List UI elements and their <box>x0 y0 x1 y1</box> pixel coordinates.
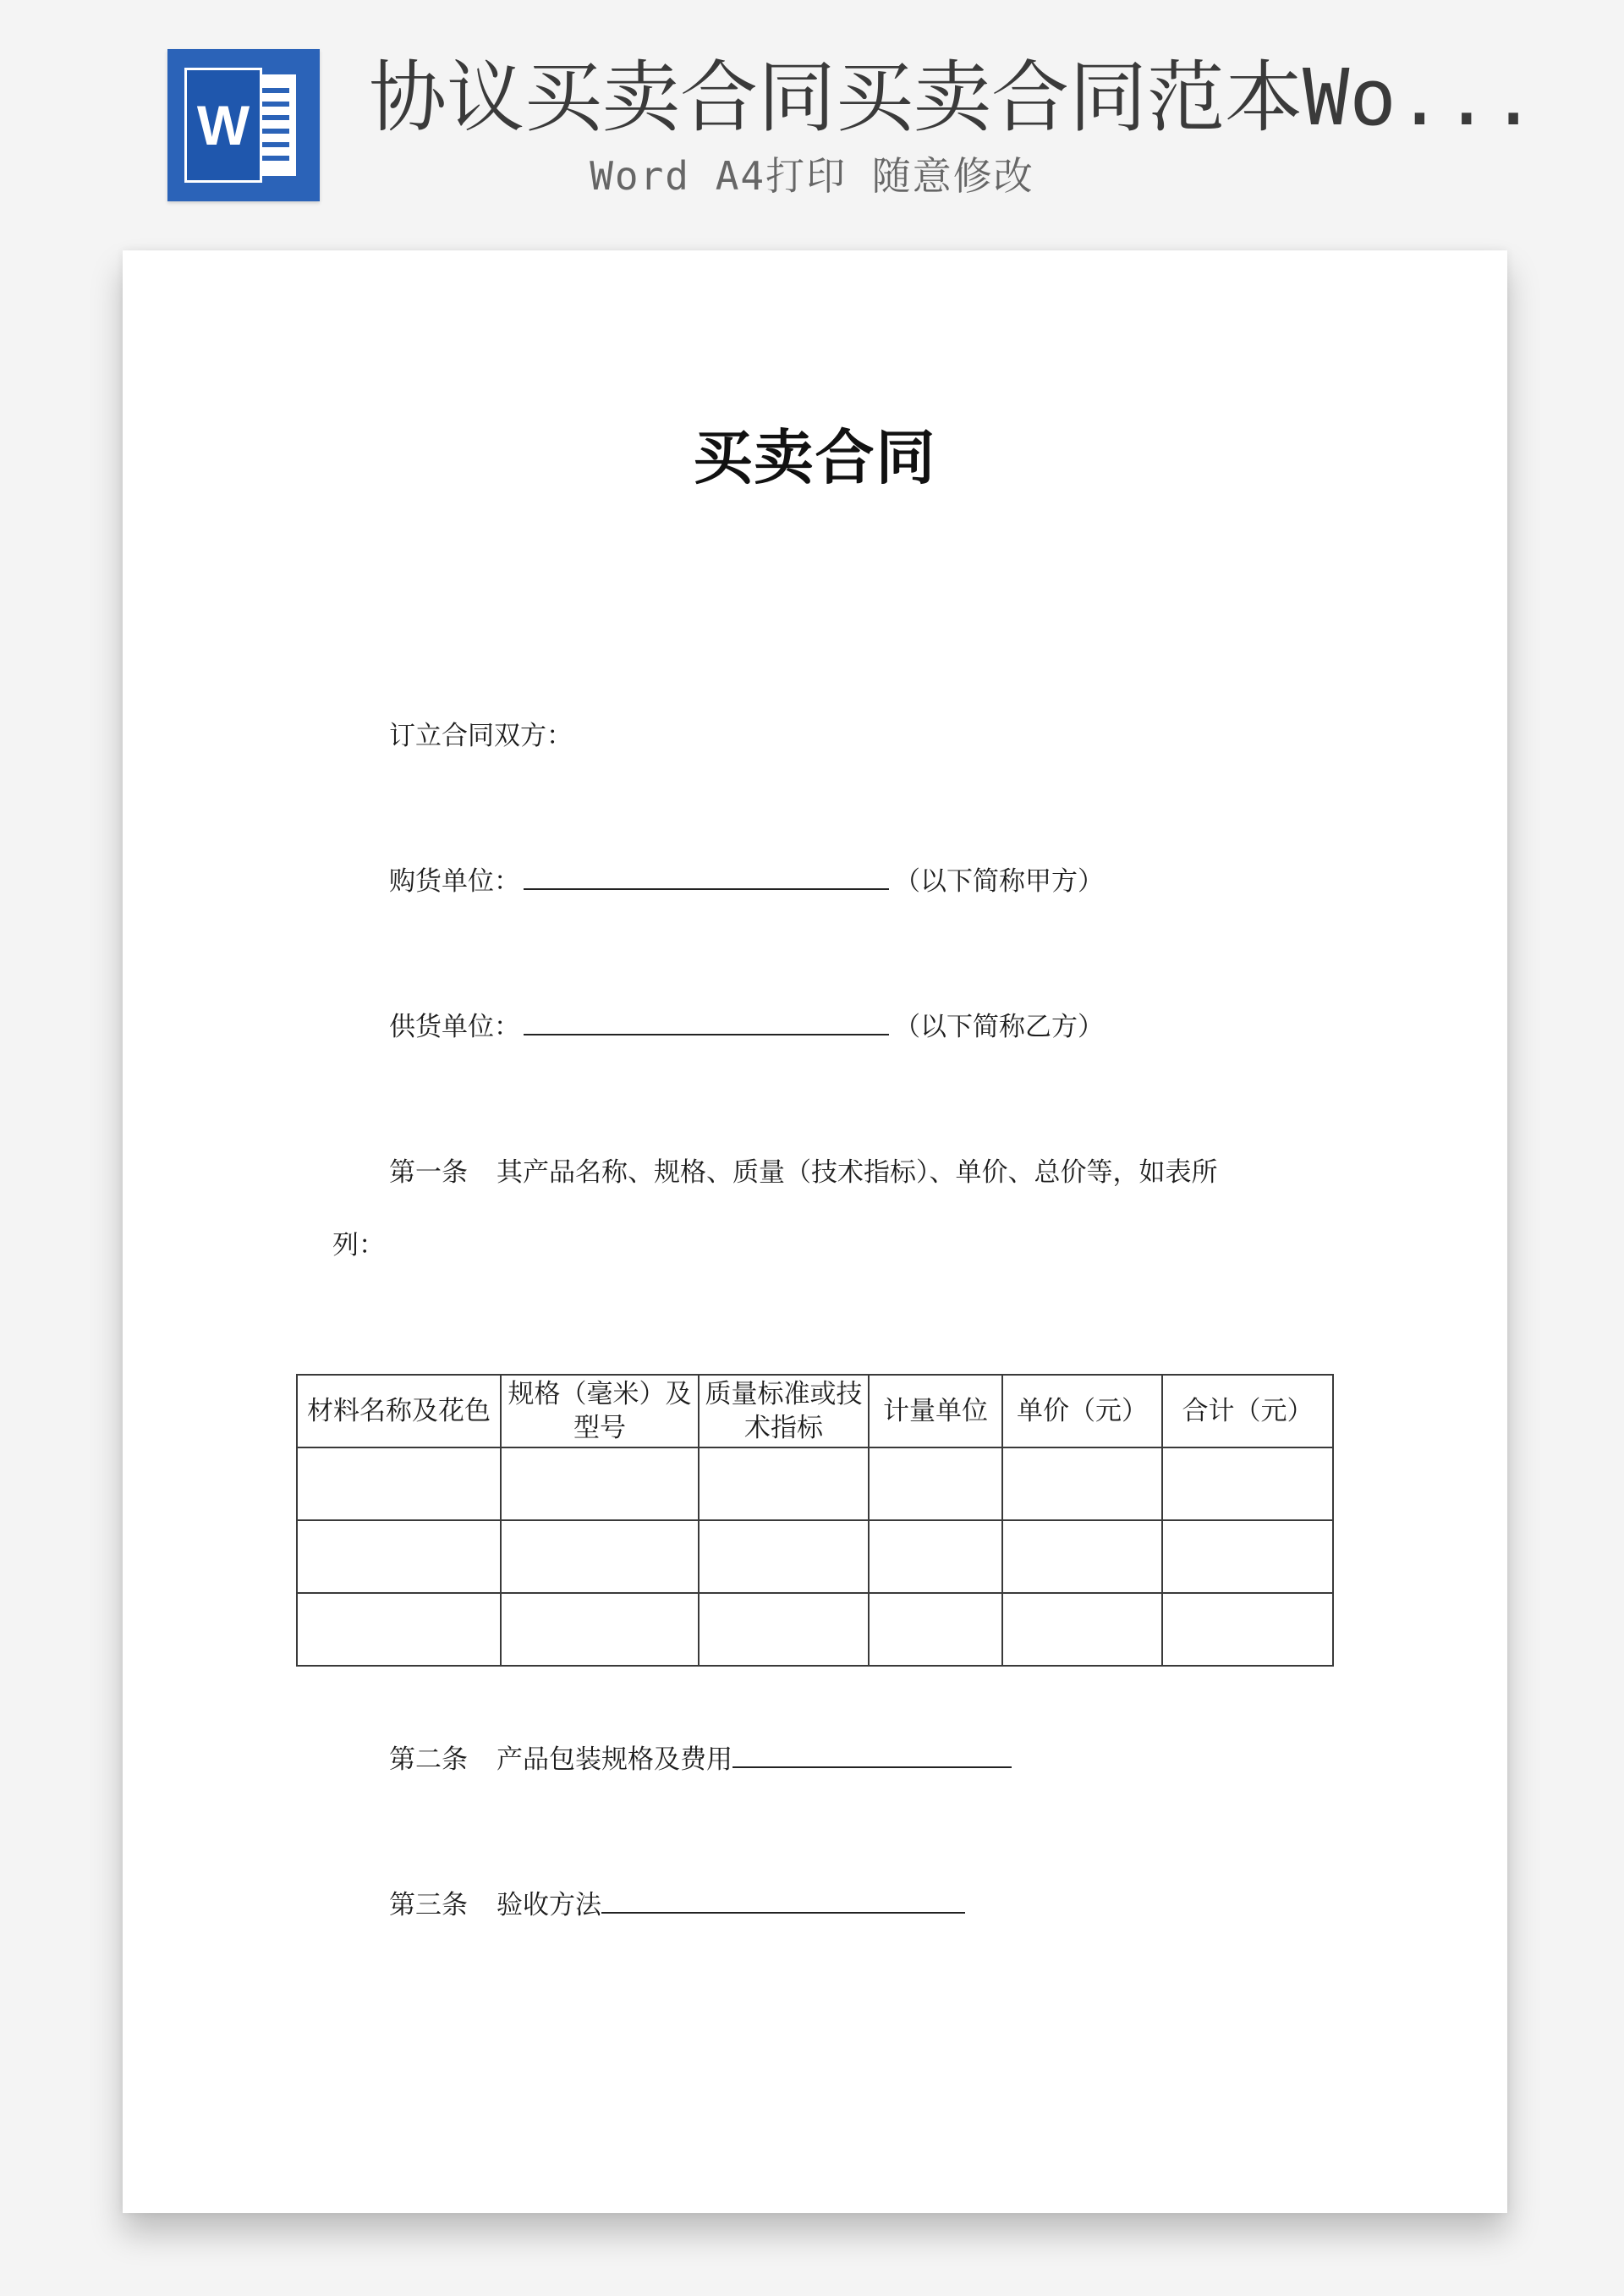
article-1 <box>389 1154 1218 1191</box>
table-header-unit: 计量单位 <box>869 1375 1002 1447</box>
table-cell[interactable] <box>1002 1593 1162 1666</box>
table-cell[interactable] <box>1162 1520 1333 1593</box>
article-1-number: 第一条 <box>389 1157 468 1188</box>
goods-table <box>296 1374 1334 1667</box>
table-cell[interactable] <box>1162 1447 1333 1520</box>
article-3 <box>389 1887 970 1924</box>
article-3-number: 第三条 <box>389 1890 468 1920</box>
table-cell[interactable] <box>501 1520 699 1593</box>
table-header-material: 材料名称及花色 <box>297 1375 501 1447</box>
buyer-note: （以下简称甲方） <box>894 866 1104 897</box>
document-page <box>123 250 1507 2213</box>
table-row <box>297 1520 1333 1593</box>
buyer-label: 购货单位： <box>389 866 520 897</box>
header-banner <box>0 0 1624 228</box>
article-1-text: 其产品名称、规格、质量（技术指标）、单价、总价等，如表所 <box>497 1157 1218 1188</box>
table-header-total: 合计（元） <box>1162 1375 1333 1447</box>
seller-note: （以下简称乙方） <box>894 1012 1104 1042</box>
table-cell[interactable] <box>501 1447 699 1520</box>
table-cell[interactable] <box>297 1520 501 1593</box>
buyer-line <box>389 863 1104 900</box>
table-row <box>297 1593 1333 1666</box>
table-cell[interactable] <box>297 1447 501 1520</box>
page-title: 协议买卖合同买卖合同范本Wo... <box>369 52 1537 143</box>
table-cell[interactable] <box>699 1447 869 1520</box>
table-row <box>297 1447 1333 1520</box>
article-3-text: 验收方法 <box>497 1890 601 1920</box>
article-2 <box>389 1741 1017 1778</box>
table-header-price: 单价（元） <box>1002 1375 1162 1447</box>
seller-blank[interactable] <box>524 1008 889 1035</box>
article-2-blank[interactable] <box>732 1741 1012 1768</box>
seller-label: 供货单位： <box>389 1012 520 1042</box>
buyer-blank[interactable] <box>524 863 889 890</box>
table-cell[interactable] <box>869 1447 1002 1520</box>
table-cell[interactable] <box>501 1593 699 1666</box>
table-cell[interactable] <box>1002 1447 1162 1520</box>
table-header-row <box>297 1375 1333 1447</box>
page-subtitle: Word A4打印 随意修改 <box>590 153 1034 199</box>
table-header-spec: 规格（毫米）及型号 <box>501 1375 699 1447</box>
table-cell[interactable] <box>869 1520 1002 1593</box>
table-header-quality: 质量标准或技术指标 <box>699 1375 869 1447</box>
logo-letter: W <box>196 94 250 157</box>
seller-line <box>389 1008 1104 1046</box>
contract-title: 买卖合同 <box>693 423 937 492</box>
table-cell[interactable] <box>1162 1593 1333 1666</box>
article-3-blank[interactable] <box>601 1887 965 1914</box>
article-1-continued: 列： <box>332 1230 385 1261</box>
table-cell[interactable] <box>869 1593 1002 1666</box>
table-cell[interactable] <box>1002 1520 1162 1593</box>
table-cell[interactable] <box>699 1520 869 1593</box>
parties-label: 订立合同双方： <box>389 721 573 751</box>
table-cell[interactable] <box>297 1593 501 1666</box>
article-2-text: 产品包装规格及费用 <box>497 1744 732 1775</box>
table-cell[interactable] <box>699 1593 869 1666</box>
article-2-number: 第二条 <box>389 1744 468 1775</box>
